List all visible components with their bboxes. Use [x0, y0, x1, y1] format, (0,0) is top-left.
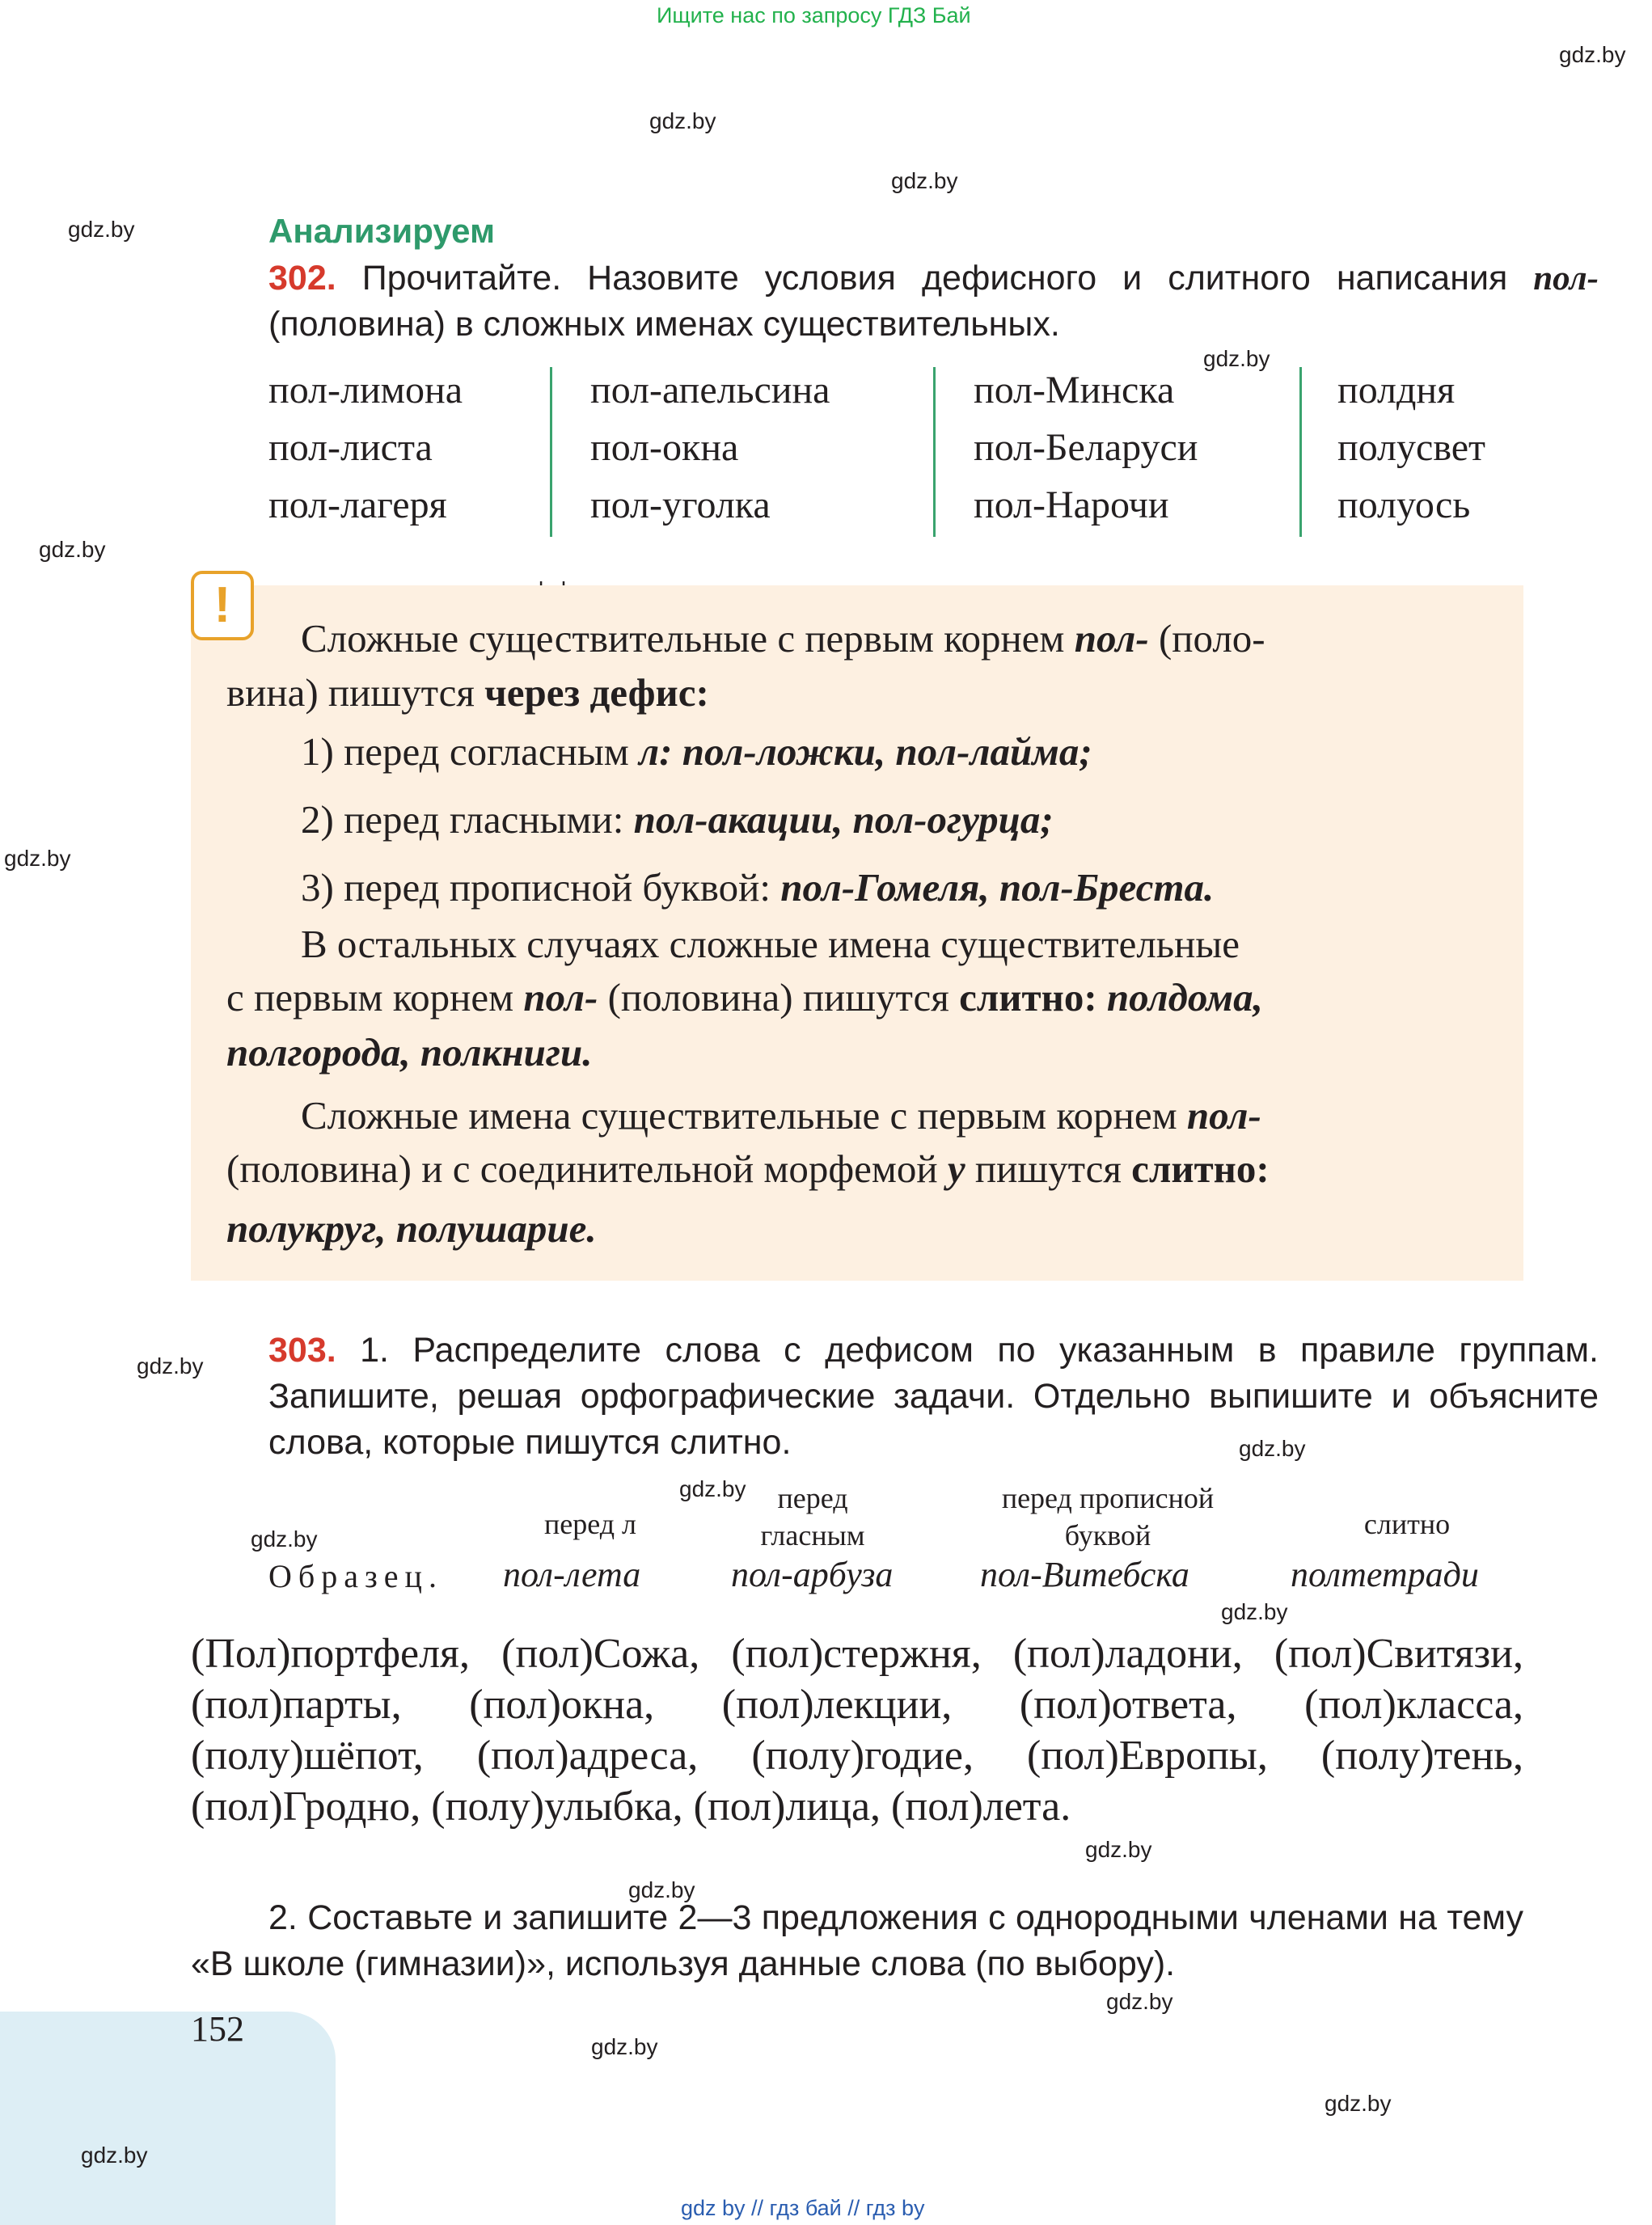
- watermark: gdz.by: [591, 2034, 658, 2059]
- watermark: gdz.by: [1203, 346, 1270, 371]
- sample-word: полтетради: [1291, 1555, 1479, 1594]
- rule-text: (половина) пишутся: [607, 975, 949, 1020]
- watermark: gdz.by: [1559, 42, 1626, 67]
- sample-word: пол-Витебска: [980, 1555, 1189, 1594]
- rule-line: [301, 1088, 1489, 1142]
- rule-letter: у: [947, 1146, 965, 1191]
- watermark: gdz.by: [39, 537, 106, 562]
- word: пол-Беларуси: [974, 426, 1198, 469]
- watermark: gdz.by: [891, 168, 958, 193]
- rule-example: полукруг, полушарие.: [226, 1206, 597, 1251]
- top-search-link[interactable]: Ищите нас по запросу ГДЗ Бай: [657, 3, 971, 27]
- rule-prefix: пол-: [1074, 616, 1149, 661]
- rule-line: [226, 1025, 592, 1079]
- group-label: перед л: [543, 1508, 637, 1540]
- exclamation-icon: !: [191, 571, 254, 640]
- rule-example: пол-акации, пол-огурца;: [633, 797, 1054, 842]
- task-text: Прочитайте. Назовите условия дефисного и слитного написания: [361, 259, 1508, 298]
- rule-line: [226, 1142, 1270, 1196]
- watermark: gdz.by: [649, 108, 716, 133]
- rule-example: полгорода, полкниги.: [226, 1030, 593, 1075]
- rule-line: [226, 665, 709, 720]
- rule-letter: л:: [639, 729, 673, 774]
- exercise-number: 303.: [268, 1331, 336, 1370]
- group-label: перед прописной буквой: [1001, 1482, 1215, 1552]
- rule-text: (половина) и с соединительной морфемой: [226, 1146, 938, 1191]
- prefix-pol: пол-: [1533, 260, 1599, 298]
- word: полдня: [1337, 369, 1456, 412]
- rule-prefix: пол-: [1186, 1093, 1261, 1138]
- word-column-2: [590, 361, 830, 534]
- column-divider: [933, 367, 936, 537]
- page-corner: [0, 2012, 336, 2225]
- watermark: gdz.by: [1239, 1436, 1306, 1461]
- rule-example: полдома,: [1106, 975, 1263, 1020]
- rule-prefix: пол-: [523, 975, 598, 1020]
- sample-label: Образец.: [268, 1558, 443, 1594]
- column-divider: [1299, 367, 1302, 537]
- task-text: (половина) в сложных именах существительных.: [268, 305, 1060, 344]
- exercise-303-task: [268, 1328, 1599, 1466]
- watermark: gdz.by: [68, 217, 135, 242]
- rule-example: пол-ложки, пол-лайма;: [682, 729, 1092, 774]
- watermark: gdz.by: [1106, 1989, 1173, 2014]
- watermark: gdz.by: [137, 1353, 204, 1378]
- sample-word: пол-лета: [503, 1555, 641, 1594]
- page-number: 152: [191, 2009, 244, 2049]
- rule-line: [226, 1201, 597, 1256]
- exercise-303-words: (Пол)портфеля, (пол)Сожа, (пол)стержня, (пол)ладони, (пол)Свитязи, (пол)парты, (пол)окна, (пол)лекции, (пол)ответа, (пол)класса, (полу)шёпот, (пол)адреса, (полу)годие, (пол)Европы, (полу)тень, (пол)Гродно, (полу)улыбка, (пол)лица, (пол)лета.: [191, 1631, 1523, 1830]
- word: пол-Нарочи: [974, 483, 1169, 526]
- word: полусвет: [1337, 426, 1485, 469]
- task-text: 1. Распределите слова с дефисом по указанным в правиле группам. Запишите, решая орфографические задачи. Отдельно выпишите и объясните слова, которые пишутся слитно.: [268, 1331, 1599, 1462]
- word: пол-окна: [590, 426, 739, 469]
- footer-links[interactable]: gdz by // гдз бай // гдз by: [681, 2196, 925, 2220]
- watermark: gdz.by: [81, 2143, 148, 2168]
- exercise-302-task: [268, 255, 1599, 347]
- group-label: слитно: [1363, 1508, 1451, 1540]
- rule-line: [301, 611, 1489, 665]
- rule-text: пишутся: [974, 1146, 1122, 1191]
- word: пол-лимона: [268, 369, 463, 412]
- section-title: Анализируем: [268, 212, 496, 250]
- word: пол-Минска: [974, 369, 1175, 412]
- word: пол-апельсина: [590, 369, 830, 412]
- watermark: gdz.by: [4, 846, 71, 871]
- watermark: gdz.by: [628, 1877, 695, 1902]
- word: полуось: [1337, 483, 1471, 526]
- rule-emphasis: слитно:: [959, 975, 1097, 1020]
- watermark: gdz.by: [1325, 2091, 1392, 2116]
- rule-emphasis: слитно:: [1131, 1146, 1270, 1191]
- word-column-3: [974, 361, 1198, 534]
- group-label: перед гласным: [760, 1482, 865, 1552]
- watermark: gdz.by: [1085, 1837, 1152, 1862]
- rule-item-1: [301, 724, 1092, 779]
- rule-emphasis: через дефис:: [484, 670, 709, 715]
- word-column-1: [268, 361, 463, 534]
- rule-text: 3) перед прописной буквой:: [301, 865, 771, 910]
- exercise-303-task-2: 2. Составьте и запишите 2—3 предложения с однородными членами на тему «В школе (гимназии)», используя данные слова (по выбору).: [191, 1898, 1523, 1983]
- rule-text: 2) перед гласными:: [301, 797, 624, 842]
- rule-text: В остальных случаях сложные имена существительные: [301, 922, 1240, 966]
- rule-text: вина) пишутся: [226, 670, 475, 715]
- watermark: gdz.by: [251, 1526, 318, 1552]
- sample-word: пол-арбуза: [731, 1555, 894, 1594]
- rule-item-2: [301, 792, 1054, 847]
- watermark: gdz.by: [679, 1476, 746, 1501]
- rule-example: пол-Гомеля, пол-Бреста.: [780, 865, 1215, 910]
- word: пол-лагеря: [268, 483, 447, 526]
- rule-text: (поло-: [1158, 616, 1265, 661]
- rule-text: Сложные существительные с первым корнем: [301, 616, 1065, 661]
- rule-text: с первым корнем: [226, 975, 514, 1020]
- rule-text: 1) перед согласным: [301, 729, 629, 774]
- column-divider: [550, 367, 552, 537]
- watermark: gdz.by: [1221, 1599, 1288, 1624]
- word: пол-уголка: [590, 483, 771, 526]
- exercise-number: 302.: [268, 259, 336, 298]
- word-column-4: [1337, 361, 1485, 534]
- rule-text: Сложные имена существительные с первым корнем: [301, 1093, 1177, 1138]
- rule-line: [301, 917, 1489, 971]
- word: пол-листа: [268, 426, 433, 469]
- rule-line: [226, 970, 1263, 1024]
- rule-item-3: [301, 860, 1214, 914]
